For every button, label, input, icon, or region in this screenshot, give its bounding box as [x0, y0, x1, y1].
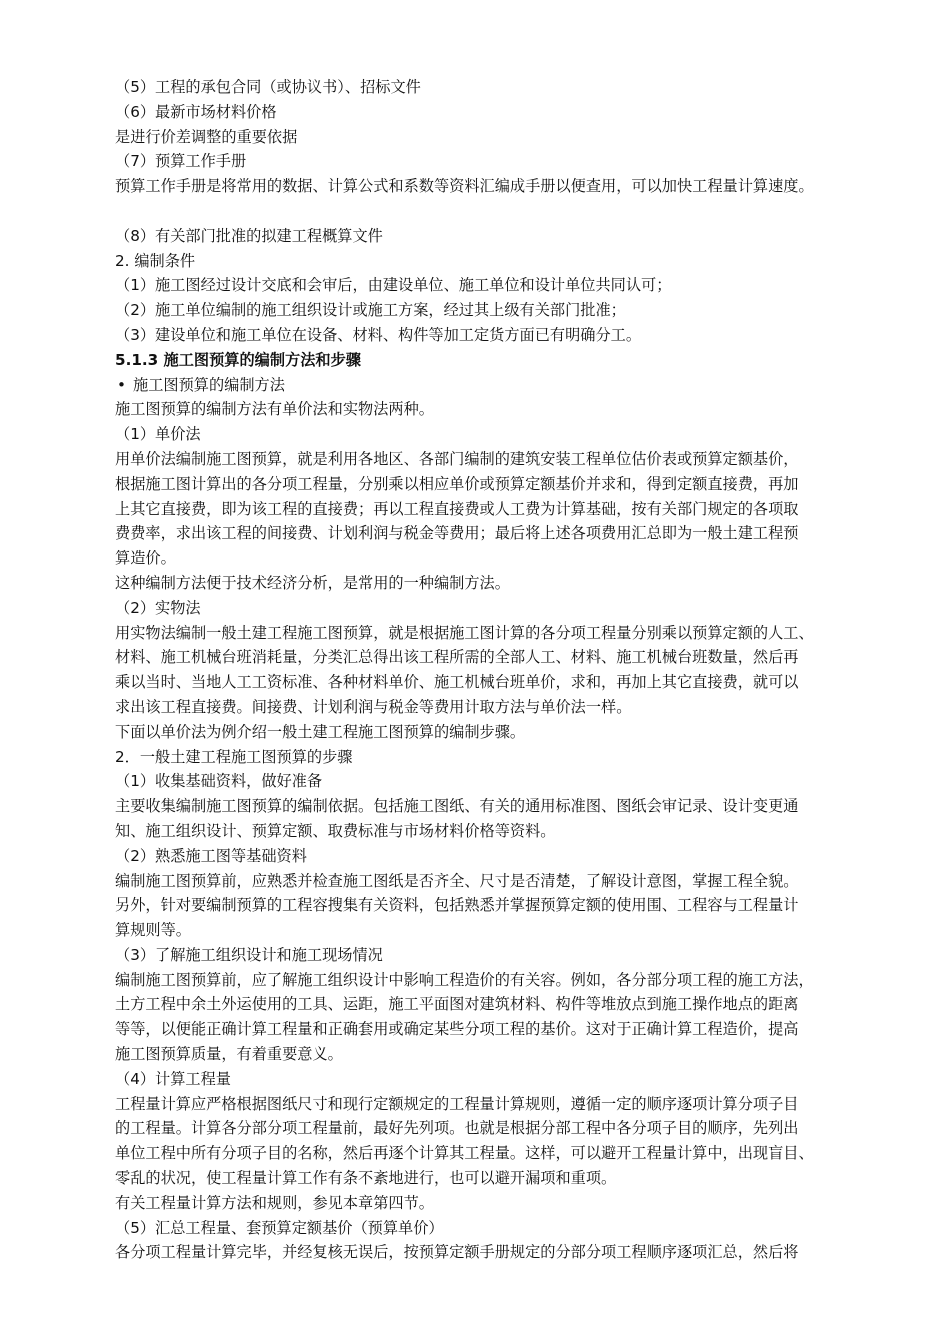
text-line: 施工图预算质量，有着重要意义。 — [115, 1045, 343, 1064]
text-line: （8）有关部门批准的拟建工程概算文件 — [115, 226, 383, 245]
text-line: 这种编制方法便于技术经济分析，是常用的一种编制方法。 — [115, 573, 510, 592]
text-line: 是进行价差调整的重要依据 — [115, 127, 298, 146]
text-line: 算造价。 — [115, 549, 176, 568]
document-page — [115, 75, 880, 1265]
text-line: 费费率，求出该工程的间接费、计划利润与税金等费用；最后将上述各项费用汇总即为一般土建工程预 — [115, 524, 799, 543]
text-line: 另外，针对要编制预算的工程容搜集有关资料，包括熟悉并掌握预算定额的使用围、工程容与工程量计 — [115, 896, 799, 915]
text-line: 单位工程中所有分项子目的名称，然后再逐个计算其工程量。这样，可以避开工程量计算中，出现盲目、 — [115, 1144, 814, 1163]
text-line: （1）单价法 — [115, 425, 201, 444]
text-line: 用单价法编制施工图预算，就是利用各地区、各部门编制的建筑安装工程单位估价表或预算定额基价， — [115, 449, 799, 468]
text-line: 根据施工图计算出的各分项工程量，分别乘以相应单价或预算定额基价并求和，得到定额直接费，再加 — [115, 474, 799, 493]
text-line: 预算工作手册是将常用的数据、计算公式和系数等资料汇编成手册以便查用，可以加快工程量计算速度。 — [115, 177, 814, 196]
text-line: 主要收集编制施工图预算的编制依据。包括施工图纸、有关的通用标准图、图纸会审记录、设计变更通 — [115, 797, 799, 816]
text-line: 土方工程中余土外运使用的工具、运距，施工平面图对建筑材料、构件等堆放点到施工操作地点的距离 — [115, 995, 799, 1014]
bullet-item-text: 施工图预算的编制方法 — [133, 375, 285, 394]
text-line: 用实物法编制一般土建工程施工图预算，就是根据施工图计算的各分项工程量分别乘以预算定额的人工、 — [115, 623, 814, 642]
text-line: 的工程量。计算各分部分项工程量前，最好先列项。也就是根据分部工程中各分项子目的顺序，先列出 — [115, 1119, 799, 1138]
text-line: （2）施工单位编制的施工组织设计或施工方案，经过其上级有关部门批准； — [115, 301, 626, 320]
text-line: 编制施工图预算前，应了解施工组织设计中影响工程造价的有关容。例如，各分部分项工程的施工方法， — [115, 970, 814, 989]
text-line: 零乱的状况，使工程量计算工作有条不紊地进行，也可以避开漏项和重项。 — [115, 1169, 617, 1188]
text-line: （4）计算工程量 — [115, 1069, 231, 1088]
text-line: 编制施工图预算前，应熟悉并检查施工图纸是否齐全、尺寸是否清楚，了解设计意图，掌握工程全貌。 — [115, 871, 799, 890]
text-line: （3）了解施工组织设计和施工现场情况 — [115, 945, 383, 964]
text-line: 2．一般土建工程施工图预算的步骤 — [115, 747, 353, 766]
text-line: （1）收集基础资料，做好准备 — [115, 772, 323, 791]
text-line: 2. 编制条件 — [115, 251, 196, 270]
text-line: （3）建设单位和施工单位在设备、材料、构件等加工定货方面已有明确分工。 — [115, 325, 642, 344]
text-line: 知、施工组织设计、预算定额、取费标准与市场材料价格等资料。 — [115, 821, 556, 840]
text-line: （2）实物法 — [115, 598, 201, 617]
text-line: 等等，以便能正确计算工程量和正确套用或确定某些分项工程的基价。这对于正确计算工程造价，提高 — [115, 1020, 799, 1039]
text-line: 工程量计算应严格根据图纸尺寸和现行定额规定的工程量计算规则，遵循一定的顺序逐项计算分项子目 — [115, 1094, 799, 1113]
text-line: 材料、施工机械台班消耗量，分类汇总得出该工程所需的全部人工、材料、施工机械台班数量，然后再 — [115, 648, 799, 667]
text-line: 求出该工程直接费。间接费、计划利润与税金等费用计取方法与单价法一样。 — [115, 697, 632, 716]
text-line: 施工图预算的编制方法有单价法和实物法两种。 — [115, 400, 434, 419]
text-line: 上其它直接费，即为该工程的直接费；再以工程直接费或人工费为计算基础，按有关部门规定的各项取 — [115, 499, 799, 518]
text-line: （5）工程的承包合同（或协议书）、招标文件 — [115, 78, 421, 96]
text-line: （5）汇总工程量、套预算定额基价（预算单价） — [115, 1218, 444, 1237]
text-line: 各分项工程量计算完毕，并经复核无误后，按预算定额手册规定的分部分项工程顺序逐项汇总，然后将 — [115, 1243, 799, 1262]
text-line: （6）最新市场材料价格 — [115, 102, 277, 121]
text-line: 算规则等。 — [115, 921, 191, 940]
text-line: 有关工程量计算方法和规则，参见本章第四节。 — [115, 1193, 434, 1212]
text-line: 下面以单价法为例介绍一般土建工程施工图预算的编制步骤。 — [115, 722, 526, 741]
text-line: （2）熟悉施工图等基础资料 — [115, 846, 307, 865]
bullet-item — [115, 373, 880, 398]
blank-line — [115, 199, 880, 224]
text-line: （7）预算工作手册 — [115, 152, 247, 171]
text-line: 乘以当时、当地人工工资标准、各种材料单价、施工机械台班单价，求和，再加上其它直接费，就可以 — [115, 673, 799, 692]
section-heading: 5.1.3 施工图预算的编制方法和步骤 — [115, 350, 361, 369]
text-line: （1）施工图经过设计交底和会审后，由建设单位、施工单位和设计单位共同认可； — [115, 276, 672, 295]
